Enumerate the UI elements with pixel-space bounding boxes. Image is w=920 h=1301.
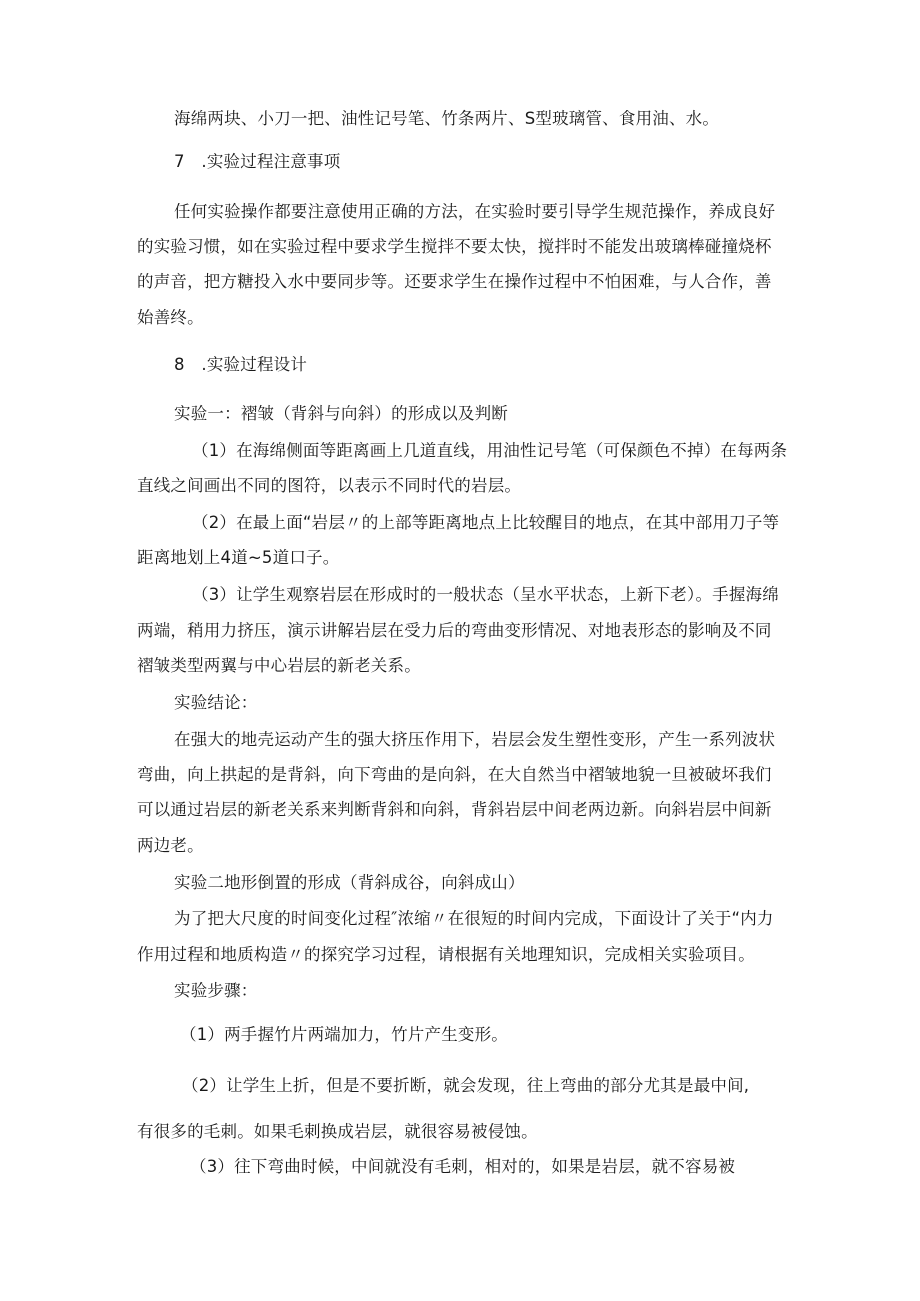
paragraph-line: 的声音，把方糖投入水中要同步等。还要求学生在操作过程中不怕困难，与人合作，善: [137, 272, 772, 291]
experiment-2-title: 实验二地形倒置的形成（背斜成谷，向斜成山）: [174, 873, 525, 892]
materials-list-line: 海绵两块、小刀一把、油性记号笔、竹条两片、S型玻璃管、食用油、水。: [174, 109, 720, 128]
step-line: 褶皱类型两翼与中心岩层的新老关系。: [137, 656, 421, 675]
conclusion-heading: 实验结论：: [174, 693, 258, 712]
paragraph-line: 作用过程和地质构造〃的探究学习过程，请根据有关地理知识，完成相关实验项目。: [137, 945, 755, 964]
paragraph-line: 两边老。: [137, 836, 204, 855]
step-line: 直线之间画出不同的图符，以表示不同时代的岩层。: [137, 476, 522, 495]
paragraph-line: 在强大的地壳运动产生的强大挤压作用下，岩层会发生塑性变形，产生一系列波状: [174, 730, 776, 749]
step-line: （3）让学生观察岩层在形成时的一般状态（呈水平状态，上新下老）。手握海绵: [192, 585, 779, 604]
section-8-heading: 8 .实验过程设计: [174, 355, 308, 374]
paragraph-line: 任何实验操作都要注意使用正确的方法，在实验时要引导学生规范操作，养成良好: [174, 202, 776, 221]
step-line: 两端，稍用力挤压，演示讲解岩层在受力后的弯曲变形情况、对地表形态的影响及不同: [137, 621, 772, 640]
step-line: （2）在最上面“岩层〃的上部等距离地点上比较醒目的地点，在其中部用刀子等: [192, 513, 780, 532]
step-line: （3）往下弯曲时候，中间就没有毛刺，相对的，如果是岩层，就不容易被: [190, 1157, 736, 1176]
section-7-heading: 7 .实验过程注意事项: [174, 152, 341, 171]
paragraph-line: 始善终。: [137, 308, 204, 327]
step-line: （2）让学生上折，但是不要折断，就会发现，往上弯曲的部分尤其是最中间,: [182, 1076, 750, 1095]
paragraph-line: 弯曲，向上拱起的是背斜，向下弯曲的是向斜，在大自然当中褶皱地貌一旦被破坏我们: [137, 765, 772, 784]
step-line: 距离地划上4道~5道口子。: [137, 548, 340, 567]
steps-heading: 实验步骤：: [174, 981, 258, 1000]
paragraph-line: 的实验习惯，如在实验过程中要求学生搅拌不要太快，搅拌时不能发出玻璃棒碰撞烧杯: [137, 237, 772, 256]
step-line: （1）两手握竹片两端加力，竹片产生变形。: [180, 1025, 508, 1044]
paragraph-line: 可以通过岩层的新老关系来判断背斜和向斜，背斜岩层中间老两边新。向斜岩层中间新: [137, 800, 772, 819]
paragraph-line: 为了把大尺度的时间变化过程″浓缩〃在很短的时间内完成，下面设计了关于“内力: [174, 909, 774, 928]
experiment-1-title: 实验一：褶皱（背斜与向斜）的形成以及判断: [174, 404, 508, 423]
step-line: 有很多的毛刺。如果毛刺换成岩层，就很容易被侵蚀。: [137, 1122, 538, 1141]
step-line: （1）在海绵侧面等距离画上几道直线，用油性记号笔（可保颜色不掉）在每两条: [192, 441, 788, 460]
